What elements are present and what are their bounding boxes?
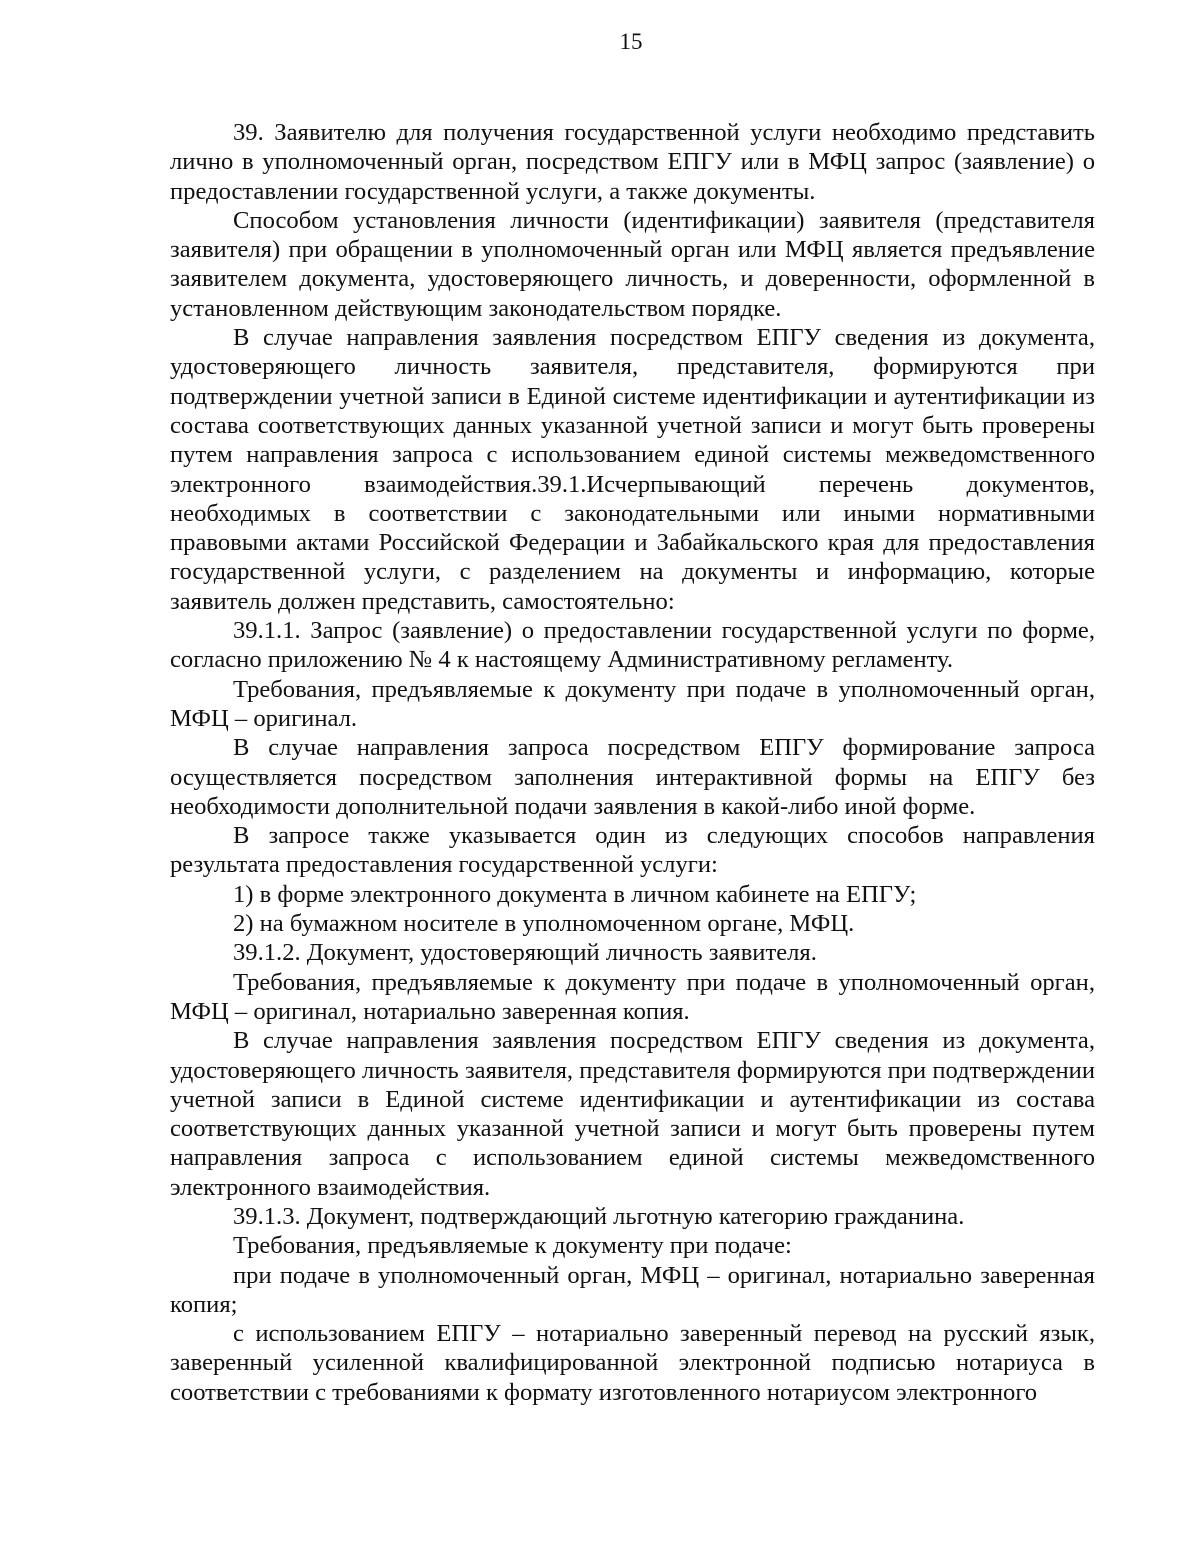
paragraph-39: 39. Заявителю для получения государственной услуги необходимо представить лично в уполномоченный орган, посредством ЕПГУ или в МФЦ запрос (заявление) о предоставлении государственной услуги, а также документы. [170, 119, 1095, 205]
paragraph-submission-epgu: с использованием ЕПГУ – нотариально заверенный перевод на русский язык, заверенный усиленной квалифицированной электронной подписью нотариуса в соответствии с требованиями к формату изготовленного нотариусом электронного [170, 1320, 1095, 1406]
list-item-paper: 2) на бумажном носителе в уполномоченном органе, МФЦ. [233, 910, 855, 938]
paragraph-submission-office: при подаче в уполномоченный орган, МФЦ – оригинал, нотариально заверенная копия; [170, 1261, 1095, 1318]
paragraph-result-methods: В запросе также указывается один из следующих способов направления результата предоставления государственной услуги: [170, 822, 1095, 879]
paragraph-39-1-3: 39.1.3. Документ, подтверждающий льготную категорию гражданина. [233, 1202, 965, 1230]
paragraph-epgu-identity-2: В случае направления заявления посредством ЕПГУ сведения из документа, удостоверяющего личность заявителя, представителя формируются при подтверждении учетной записи в Единой системе идентификации и аутентификации из состава соответствующих данных указанной учетной записи и могут быть проверены путем направления запроса с использованием единой системы межведомственного электронного взаимодействия. [170, 1027, 1095, 1201]
paragraph-epgu-request: В случае направления запроса посредством ЕПГУ формирование запроса осуществляется посредством заполнения интерактивной формы на ЕПГУ без необходимости дополнительной подачи заявления в какой-либо иной форме. [170, 734, 1095, 820]
paragraph-requirements-copy: Требования, предъявляемые к документу при подаче в уполномоченный орган, МФЦ – оригинал, нотариально заверенная копия. [170, 968, 1095, 1025]
paragraph-requirements-submission: Требования, предъявляемые к документу при подаче: [233, 1232, 792, 1260]
paragraph-requirements-original: Требования, предъявляемые к документу при подаче в уполномоченный орган, МФЦ – оригинал. [170, 675, 1095, 732]
paragraph-39-1-1: 39.1.1. Запрос (заявление) о предоставлении государственной услуги по форме, согласно приложению № 4 к настоящему Административному регламенту. [170, 617, 1095, 674]
paragraph-39-1-2: 39.1.2. Документ, удостоверяющий личность заявителя. [233, 939, 817, 967]
list-item-electronic: 1) в форме электронного документа в личном кабинете на ЕПГУ; [233, 880, 917, 908]
paragraph-identification: Способом установления личности (идентификации) заявителя (представителя заявителя) при обращении в уполномоченный орган или МФЦ является предъявление заявителем документа, удостоверяющего личность, и доверенности, оформленной в установленном действующим законодательством порядке. [170, 206, 1095, 322]
paragraph-epgu-identity: В случае направления заявления посредством ЕПГУ сведения из документа, удостоверяющего личность заявителя, представителя, формируются при подтверждении учетной записи в Единой системе идентификации и аутентификации из состава соответствующих данных указанной учетной записи и могут быть проверены путем направления запроса с использованием единой системы межведомственного электронного взаимодействия.39.1.Исчерпывающий перечень документов, необходимых в соответствии с законодательными или иными нормативными правовыми актами Российской Федерации и Забайкальского края для предоставления государственной услуги, с разделением на документы и информацию, которые заявитель должен представить, самостоятельно: [170, 324, 1095, 615]
document-body [170, 118, 1095, 1407]
page-number: 15 [619, 29, 643, 54]
